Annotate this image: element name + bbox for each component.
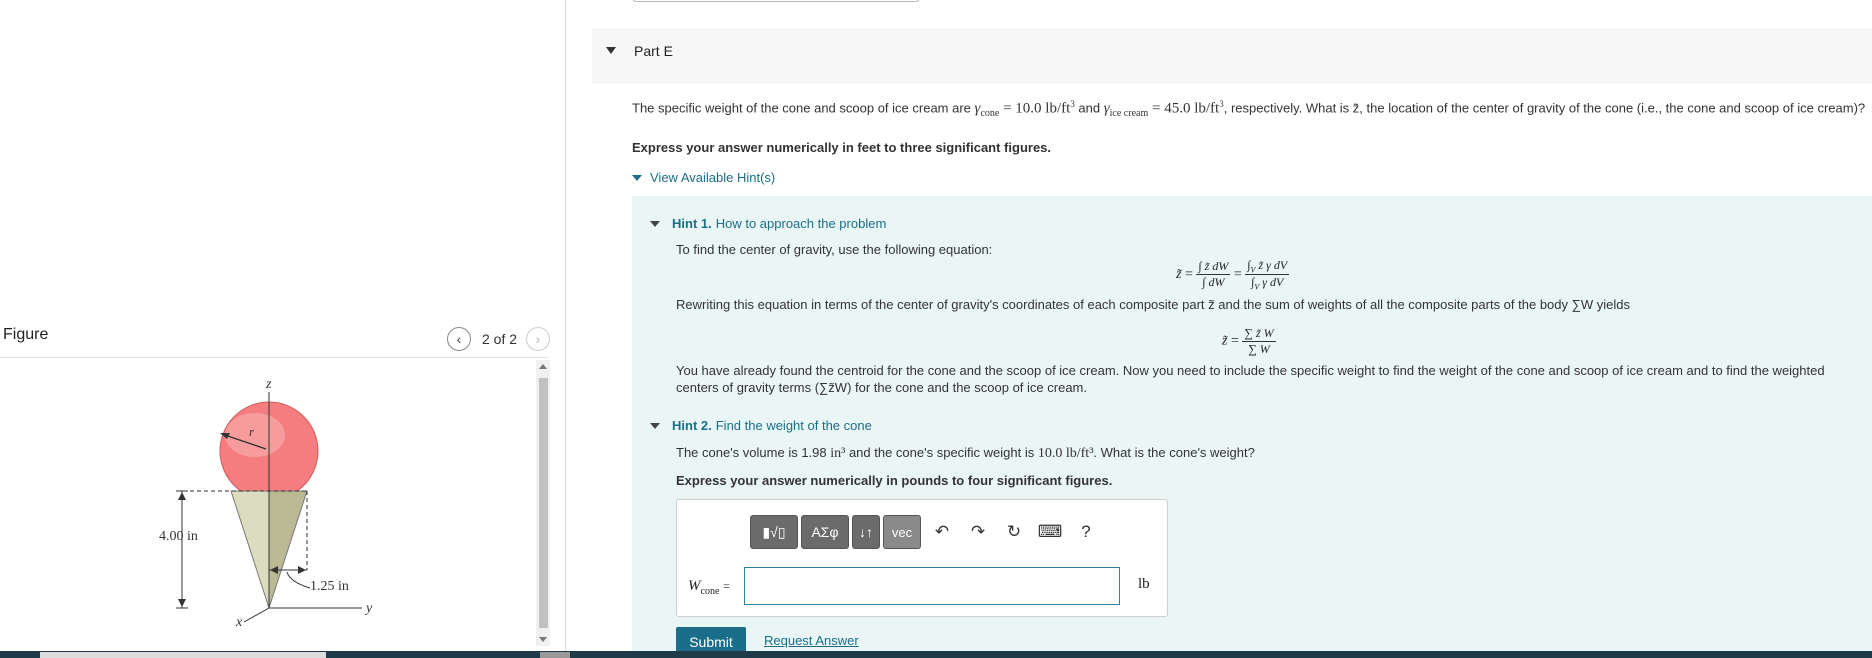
figure-page-indicator: 2 of 2: [482, 331, 518, 347]
chevron-down-icon: [650, 423, 660, 429]
hint-2-question: The cone's volume is 1.98 in³ and the cone's specific weight is 10.0 lb/ft³. What is the cone's weight?: [676, 445, 1255, 461]
templates-button[interactable]: ▮√▯: [750, 515, 798, 549]
previous-part-control[interactable]: [632, 0, 920, 2]
x-axis-line: [244, 608, 269, 622]
help-icon[interactable]: ?: [1081, 522, 1091, 541]
answer-instruction: Express your answer numerically in feet to three significant figures.: [632, 140, 1052, 155]
request-answer-link[interactable]: Request Answer: [764, 633, 859, 648]
chevron-right-icon: ›: [535, 331, 541, 347]
reset-icon[interactable]: ↻: [1006, 522, 1022, 541]
z-axis-label: z: [266, 377, 272, 392]
hint-1-intro: To find the center of gravity, use the following equation:: [676, 242, 993, 257]
previous-figure-button[interactable]: [447, 327, 471, 351]
panel-divider: [565, 0, 566, 658]
chevron-down-icon: [632, 175, 642, 181]
cone-radius-leader: [287, 572, 310, 588]
next-figure-button[interactable]: [526, 327, 550, 351]
chevron-left-icon: ‹: [456, 331, 462, 347]
redo-icon[interactable]: ↷: [970, 522, 986, 541]
hint-1-rewrite: Rewriting this equation in terms of the center of gravity's coordinates of each composite part z̃ and the sum of weights of all the composite parts of the body ∑W yields: [676, 297, 1631, 312]
vector-button[interactable]: vec: [883, 515, 921, 549]
horizontal-scroll-thumb[interactable]: [40, 652, 326, 658]
scroll-down-icon[interactable]: [539, 637, 547, 642]
part-title: Part E: [634, 43, 673, 59]
composite-equation: z̃ = $\frac{\sum z̃ W}{\sum W}$: [1222, 326, 1274, 356]
hint-1-followup: You have already found the centroid for the cone and the scoop of ice cream. Now you need to include the specific weight to find the weight of the cone and scoop of ice cream and to find the weighted centers of gravity terms (∑z̃W) for the cone and the scoop of ice cream.: [676, 363, 1825, 395]
scoop-highlight: [225, 413, 285, 457]
subscript-superscript-button[interactable]: ↓↑: [852, 515, 880, 549]
answer-variable-label: $W_{cone}$ =: [688, 578, 730, 597]
cone-body-right: [269, 491, 307, 608]
hint-2-header[interactable]: Hint 2. Find the weight of the cone: [650, 418, 872, 433]
center-of-gravity-equation: z̃ = $\frac{\int z̃ dW}{\int dW}$ = $\frac{\int_V z̃ \gamma dV}{\int_V \gamma dV}$: [1176, 258, 1288, 292]
figure-scrollbar[interactable]: [536, 360, 550, 646]
cone-radius-label: 1.25 in: [310, 579, 349, 594]
view-hints-toggle[interactable]: View Available Hint(s): [632, 170, 775, 185]
cone-radius-arrow-right: [298, 566, 306, 574]
ice-cream-cone-figure: [0, 360, 536, 650]
answer-unit: lb: [1138, 576, 1150, 592]
answer-input[interactable]: [744, 567, 1120, 605]
chevron-down-icon: [650, 221, 660, 227]
height-label: 4.00 in: [159, 529, 198, 544]
submit-button[interactable]: Submit: [676, 627, 746, 657]
y-axis-label: y: [366, 601, 373, 616]
question-text: The specific weight of the cone and scoop of ice cream are $\gamma_{cone} = 10.0$ $lb/ft^3$ and $\gamma_{ice cream} = 45.0$ $lb/ft^3$, respectively. What is z̃, the location of the center of gravity of the cone (i.e., the cone and scoop of ice cream)?: [632, 99, 1866, 119]
cone-body-left: [231, 491, 269, 608]
undo-icon[interactable]: ↶: [934, 522, 950, 541]
radius-label: r: [249, 424, 255, 439]
part-header[interactable]: [592, 28, 1872, 84]
scroll-up-icon[interactable]: [539, 364, 547, 369]
horizontal-scroll-marker[interactable]: [540, 652, 570, 658]
symbols-button[interactable]: ΑΣφ: [801, 515, 849, 549]
collapse-part-icon[interactable]: [606, 47, 616, 54]
keyboard-icon[interactable]: ⌨: [1037, 522, 1063, 541]
figure-title: Figure: [3, 326, 49, 343]
hint-1-header[interactable]: Hint 1. How to approach the problem: [650, 216, 886, 231]
math-toolbar: [750, 515, 1104, 549]
hint-2-instruction: Express your answer numerically in pounds to four significant figures.: [676, 473, 1113, 488]
x-axis-label: x: [236, 615, 243, 630]
figure-divider: [0, 357, 548, 358]
height-arrow-bottom: [178, 599, 186, 607]
figure-scroll-thumb[interactable]: [539, 378, 548, 628]
height-arrow-top: [178, 492, 186, 500]
